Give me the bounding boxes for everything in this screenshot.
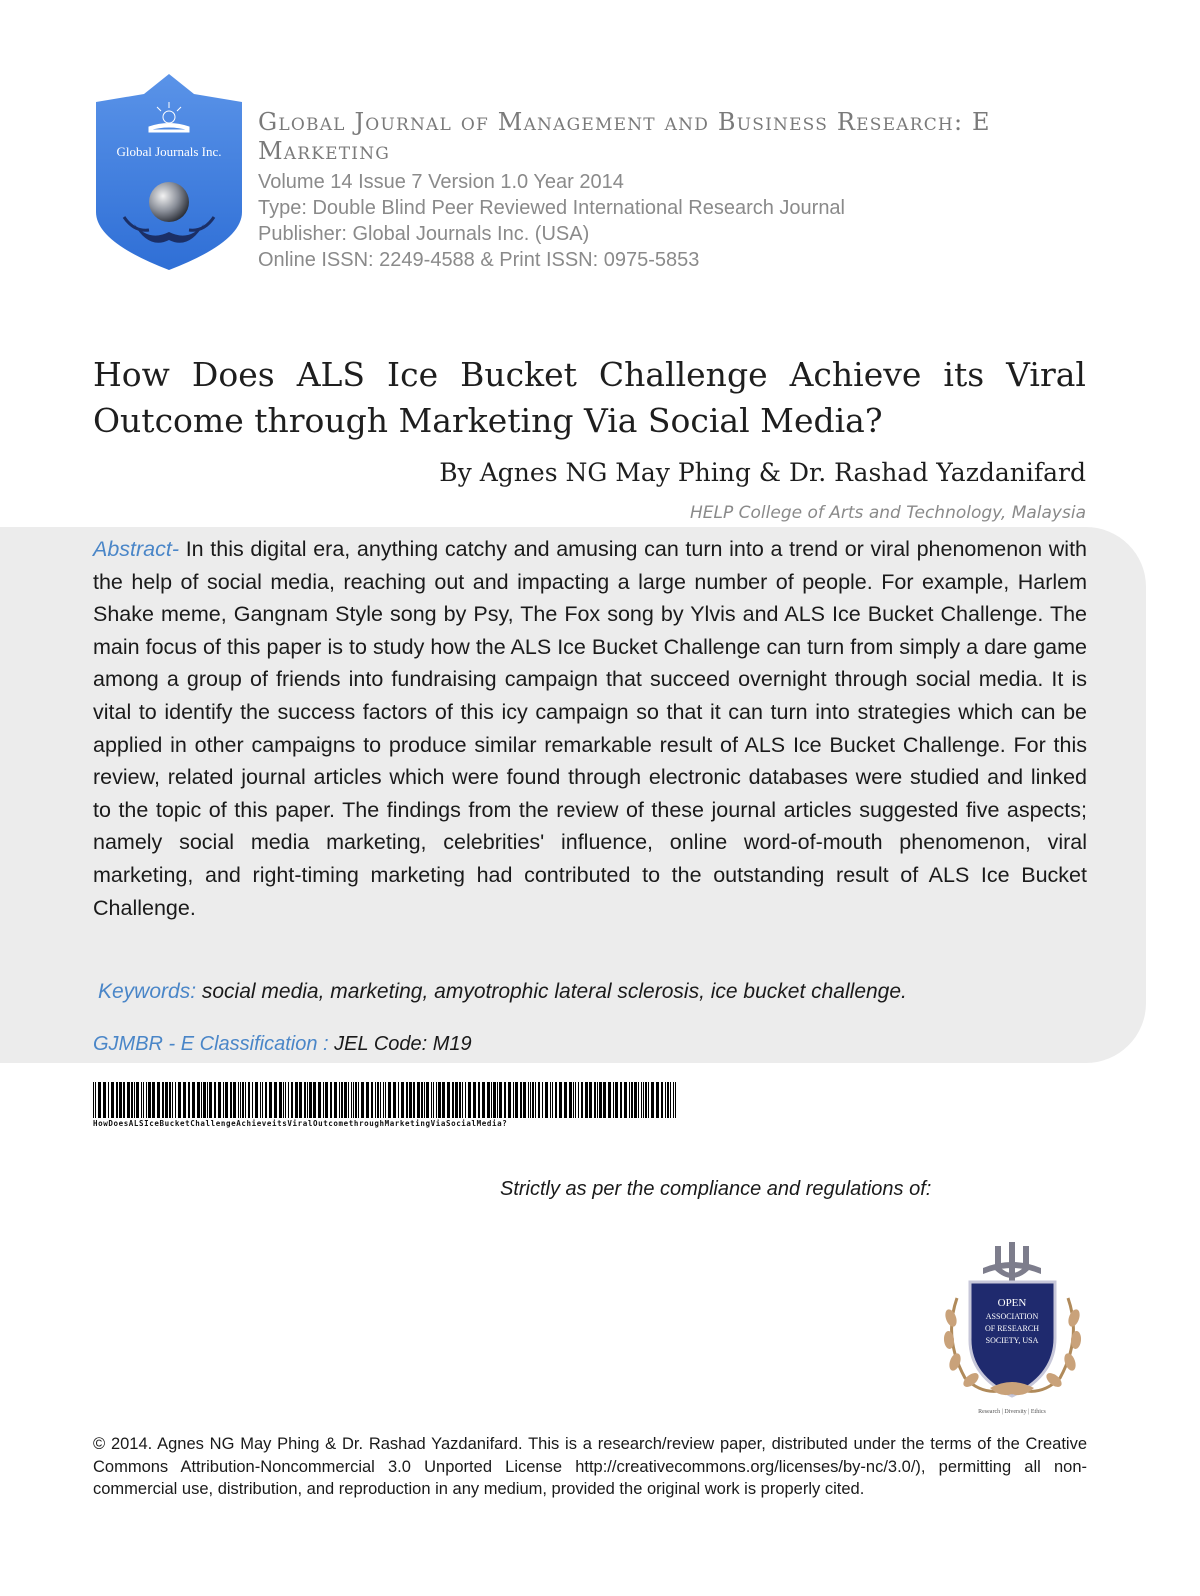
barcode-bar	[348, 1082, 349, 1118]
classification	[93, 1033, 472, 1056]
barcode-bar	[513, 1082, 514, 1118]
barcode-bar	[542, 1082, 543, 1118]
barcode-bar	[385, 1082, 386, 1118]
barcode-bar	[355, 1082, 357, 1118]
barcode-bar	[252, 1082, 253, 1118]
barcode-bar	[103, 1082, 106, 1118]
barcode-bar	[162, 1082, 164, 1118]
barcode-bar	[260, 1082, 261, 1118]
journal-header	[258, 108, 1058, 273]
barcode-bar	[497, 1082, 498, 1118]
keywords	[98, 980, 907, 1004]
barcode-bar	[358, 1082, 359, 1118]
barcode-bar	[255, 1082, 258, 1118]
barcode-bar	[442, 1082, 445, 1118]
barcode-bar	[465, 1082, 466, 1118]
seal-line-3: OF RESEARCH	[984, 1324, 1040, 1333]
barcode-bar	[141, 1082, 142, 1118]
journal-meta	[258, 169, 1058, 273]
barcode-bar	[426, 1082, 429, 1118]
volume-line: Volume 14 Issue 7 Version 1.0 Year 2014	[258, 171, 624, 193]
barcode-bar	[123, 1082, 125, 1118]
barcode-bar	[575, 1082, 576, 1118]
barcode-bar	[238, 1082, 239, 1118]
barcode-bar	[493, 1082, 496, 1118]
barcode-bar	[274, 1082, 277, 1118]
license-text: © 2014. Agnes NG May Phing & Dr. Rashad Yazdanifard. This is a research/review paper, distributed under the terms of the Creative Commons Attribution-Noncommercial 3.0 Unported License http://creativecommons.org/licenses/by-nc/3.0/), permitting all non-commercial use, distribution, and reproduction in any medium, provided the original work is properly cited.	[93, 1435, 1087, 1498]
shield-logo-icon	[94, 72, 244, 272]
barcode-bar	[409, 1082, 412, 1118]
barcode-bar	[468, 1082, 471, 1118]
barcode-bar	[240, 1082, 241, 1118]
barcode-bar	[641, 1082, 642, 1118]
seal-motto: Research | Diversity | Ethics	[978, 1409, 1046, 1415]
barcode-bar	[388, 1082, 391, 1118]
barcode-bar	[375, 1082, 376, 1118]
barcode-bar	[520, 1082, 522, 1118]
issn-line: Online ISSN: 2249-4588 & Print ISSN: 0975-5853	[258, 249, 700, 271]
barcode-bar	[515, 1082, 518, 1118]
barcode-bar	[651, 1082, 654, 1118]
barcode-bar	[201, 1082, 202, 1118]
barcode-bar	[431, 1082, 432, 1118]
keywords-text: social media, marketing, amyotrophic lateral sclerosis, ice bucket challenge.	[196, 980, 907, 1003]
barcode-bar	[643, 1082, 644, 1118]
barcode-bar	[648, 1082, 649, 1118]
barcode-bar	[116, 1082, 118, 1118]
barcode-bar	[233, 1082, 236, 1118]
barcode-bar	[581, 1082, 583, 1118]
barcode-bar	[555, 1082, 557, 1118]
barcode-bar	[242, 1082, 244, 1118]
barcode-bar	[656, 1082, 659, 1118]
barcode-bar	[552, 1082, 553, 1118]
barcode-text: HowDoesALSIceBucketChallengeAchieveitsViralOutcomethroughMarketingViaSocialMedia?	[93, 1118, 679, 1130]
barcode-bar	[339, 1082, 340, 1118]
barcode-bar	[603, 1082, 606, 1118]
barcode-bar	[482, 1082, 485, 1118]
compliance-text: Strictly as per the compliance and regulations of:	[500, 1178, 932, 1200]
barcode-bar	[530, 1082, 531, 1118]
journal-title: Global Journal of Management and Business Research: E Marketing	[258, 108, 991, 165]
barcode-bar	[538, 1082, 540, 1118]
barcode-bar	[523, 1082, 526, 1118]
barcode-bar	[225, 1082, 228, 1118]
barcode-bar	[165, 1082, 168, 1118]
barcode-bar	[295, 1082, 298, 1118]
barcode-bar	[218, 1082, 221, 1118]
barcode-bar	[285, 1082, 286, 1118]
barcode-bar	[172, 1082, 173, 1118]
paper-authors: By Agnes NG May Phing & Dr. Rashad Yazdanifard	[439, 458, 1086, 487]
barcode-bar	[157, 1082, 160, 1118]
type-line: Type: Double Blind Peer Reviewed International Research Journal	[258, 197, 846, 219]
barcode-bar	[398, 1082, 399, 1118]
barcode-bar	[178, 1082, 181, 1118]
barcode-bar	[675, 1082, 676, 1118]
barcode-bar	[421, 1082, 423, 1118]
seal-line-1: OPEN	[997, 1297, 1027, 1309]
barcode-bar	[667, 1082, 669, 1118]
barcode-bar	[313, 1082, 316, 1118]
paper-title: How Does ALS Ice Bucket Challenge Achieve its Viral Outcome through Marketing Via Social Media?	[93, 355, 1086, 440]
logo-text: Global Journals Inc.	[116, 144, 222, 159]
barcode-bar	[504, 1082, 506, 1118]
barcode-bar	[499, 1082, 502, 1118]
barcode-bar	[169, 1082, 171, 1118]
barcode-bar	[508, 1082, 511, 1118]
barcode-bar	[661, 1082, 663, 1118]
barcode-bar	[615, 1082, 618, 1118]
barcode-bar	[148, 1082, 151, 1118]
barcode-bar	[265, 1082, 267, 1118]
barcode-bar	[559, 1082, 562, 1118]
barcode-bar	[291, 1082, 293, 1118]
seal-line-2: ASSOCIATION	[985, 1312, 1039, 1321]
barcode-bar	[608, 1082, 611, 1118]
barcode-bar	[188, 1082, 190, 1118]
classification-text: JEL Code: M19	[328, 1033, 472, 1055]
abstract-text: In this digital era, anything catchy and amusing can turn into a trend or viral phenomenon with the help of social media, reaching out and impacting a large number of people. For example, Harlem Shake meme, Gangnam Style song by Psy, The Fox song by Ylvis and ALS Ice Bucket Challenge. The main focus of this paper is to study how the ALS Ice Bucket Challenge can turn from simply a dare game among a group of friends into fundraising campaign that succeed overnight through social media. It is vital to identify the success factors of this icy campaign so that it can turn into strategies which can be applied in other campaigns to produce similar remarkable result of ALS Ice Bucket Challenge. For this review, related journal articles which were found through electronic databases were studied and linked to the topic of this paper. The findings from the review of these journal articles suggested five aspects; namely social media marketing, celebrities' influence, online word-of-mouth phenomenon, viral marketing, and right-timing marketing had contributed to the outstanding result of ALS Ice Bucket Challenge.	[93, 537, 1087, 920]
barcode-bar	[283, 1082, 284, 1118]
barcode-bar	[183, 1082, 186, 1118]
barcode-bar	[197, 1082, 200, 1118]
barcode-bar	[175, 1082, 176, 1118]
open-association-seal	[935, 1238, 1090, 1418]
global-journals-logo	[94, 72, 244, 272]
barcode-bar	[433, 1082, 434, 1118]
barcode-bar	[491, 1082, 492, 1118]
barcode-bar	[136, 1082, 139, 1118]
barcode-bar	[309, 1082, 312, 1118]
seal-icon	[935, 1238, 1090, 1418]
barcode-bar	[318, 1082, 321, 1118]
barcode-bar	[528, 1082, 529, 1118]
barcode-bar	[304, 1082, 306, 1118]
barcode-bar	[613, 1082, 614, 1118]
barcode-bar	[573, 1082, 574, 1118]
paper-affiliation: HELP College of Arts and Technology, Malaysia	[690, 503, 1086, 523]
barcode-bar	[361, 1082, 364, 1118]
barcode-bar	[279, 1082, 282, 1118]
barcode-bar	[597, 1082, 598, 1118]
barcode-bar	[223, 1082, 224, 1118]
barcode-bar	[192, 1082, 195, 1118]
barcode-bar	[108, 1082, 109, 1118]
barcode-icon	[93, 1082, 679, 1118]
barcode-bar	[245, 1082, 246, 1118]
keywords-label: Keywords:	[98, 980, 197, 1003]
seal-line-4: SOCIETY, USA	[985, 1336, 1039, 1345]
barcode-bar	[269, 1082, 272, 1118]
barcode-bar	[330, 1082, 332, 1118]
barcode-bar	[307, 1082, 308, 1118]
barcode-bar	[127, 1082, 130, 1118]
barcode-bar	[119, 1082, 122, 1118]
barcode-bar	[406, 1082, 408, 1118]
barcode-bar	[532, 1082, 534, 1118]
barcode-bar	[203, 1082, 206, 1118]
barcode-bar	[569, 1082, 572, 1118]
barcode-bar	[383, 1082, 384, 1118]
barcode-bar	[459, 1082, 461, 1118]
barcode-bar	[299, 1082, 302, 1118]
barcode-bar	[462, 1082, 463, 1118]
barcode-bar	[366, 1082, 369, 1118]
barcode-bar	[424, 1082, 425, 1118]
barcode-bar	[585, 1082, 588, 1118]
barcode-bar	[599, 1082, 602, 1118]
barcode-bar	[478, 1082, 480, 1118]
barcode-bar	[545, 1082, 548, 1118]
barcode-bar	[248, 1082, 250, 1118]
barcode-bar	[673, 1082, 674, 1118]
barcode-bar	[98, 1082, 101, 1118]
barcode-bar	[334, 1082, 337, 1118]
classification-label: GJMBR - E Classification :	[93, 1033, 329, 1055]
barcode-bar	[645, 1082, 647, 1118]
barcode-bar	[589, 1082, 592, 1118]
barcode-bar	[288, 1082, 289, 1118]
barcode-bar	[594, 1082, 596, 1118]
barcode-bar	[535, 1082, 536, 1118]
barcode-bar	[401, 1082, 404, 1118]
barcode-bar	[351, 1082, 352, 1118]
barcode-bar	[143, 1082, 144, 1118]
barcode-bar	[629, 1082, 630, 1118]
barcode-bar	[230, 1082, 232, 1118]
barcode-bar	[550, 1082, 551, 1118]
abstract	[93, 533, 1087, 924]
barcode-bar	[564, 1082, 567, 1118]
barcode-bar	[93, 1082, 94, 1118]
barcode-bar	[344, 1082, 347, 1118]
barcode-bar	[455, 1082, 458, 1118]
barcode-bar	[473, 1082, 476, 1118]
publisher-line: Publisher: Global Journals Inc. (USA)	[258, 223, 590, 245]
barcode-bar	[377, 1082, 379, 1118]
barcode-bar	[209, 1082, 212, 1118]
barcode-bar	[262, 1082, 263, 1118]
barcode-bar	[438, 1082, 441, 1118]
barcode-bar	[146, 1082, 147, 1118]
barcode-bar	[371, 1082, 373, 1118]
barcode-bar	[417, 1082, 420, 1118]
barcode-bar	[214, 1082, 216, 1118]
barcode-bar	[638, 1082, 639, 1118]
barcode-bar	[207, 1082, 208, 1118]
barcode-bar	[134, 1082, 135, 1118]
barcode-bar	[487, 1082, 490, 1118]
barcode-bar	[413, 1082, 415, 1118]
barcode-bar	[353, 1082, 354, 1118]
barcode-bar	[578, 1082, 579, 1118]
barcode-bar	[393, 1082, 396, 1118]
barcode-bar	[323, 1082, 324, 1118]
barcode-bar	[341, 1082, 343, 1118]
barcode-bar	[95, 1082, 96, 1118]
barcode-bar	[447, 1082, 450, 1118]
barcode-bar	[634, 1082, 637, 1118]
barcode-bar	[670, 1082, 671, 1118]
barcode-bar	[452, 1082, 454, 1118]
barcode-bar	[436, 1082, 437, 1118]
barcode-bar	[631, 1082, 633, 1118]
barcode-bar	[131, 1082, 133, 1118]
barcode-bar	[624, 1082, 627, 1118]
barcode-bar	[380, 1082, 381, 1118]
barcode-bar	[111, 1082, 114, 1118]
barcode-bar	[152, 1082, 155, 1118]
barcode-bar	[325, 1082, 328, 1118]
abstract-label: Abstract-	[93, 537, 180, 561]
barcode-bar	[665, 1082, 666, 1118]
barcode-bar	[620, 1082, 622, 1118]
